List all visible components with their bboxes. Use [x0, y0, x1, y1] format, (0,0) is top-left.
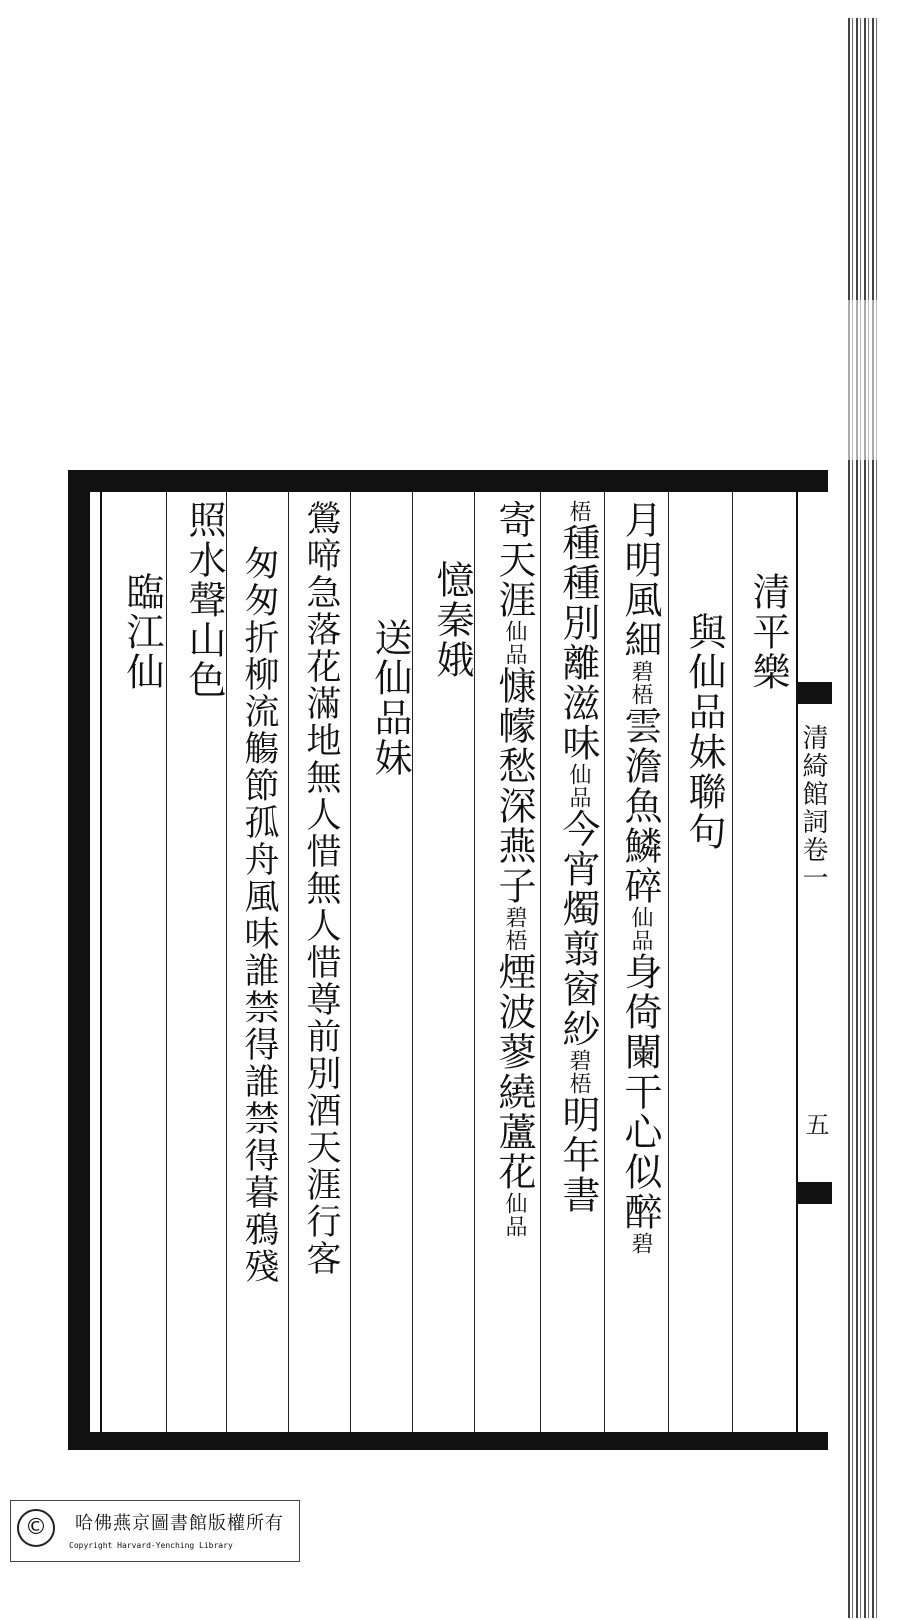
verse-text: 今宵燭翦窗紗	[556, 809, 600, 1049]
speaker-note: 碧梧	[628, 660, 653, 706]
tune-title-yiqine: 憶秦娥	[430, 560, 474, 680]
copyright-stamp	[10, 1500, 300, 1562]
binding-gap	[848, 300, 878, 460]
poem-line: 鶯啼急落花滿地無人惜無人惜尊前別酒天涯行客	[301, 500, 341, 1277]
verse-text: 種種別離滋味	[556, 523, 600, 763]
speaker-note: 仙品	[502, 1192, 527, 1238]
poem-line	[550, 500, 606, 1215]
column-rule	[350, 492, 351, 1432]
leaf-number: 五	[801, 1112, 829, 1136]
tune-title-qingpingle: 清平樂	[746, 572, 790, 692]
speaker-note: 碧	[628, 1232, 653, 1255]
fish-tail-bottom	[798, 1182, 832, 1204]
copyright-english: Copyright Harvard-Yenching Library	[69, 1541, 233, 1550]
copyright-chinese: 哈佛燕京圖書館版權所有	[75, 1513, 284, 1534]
speaker-note: 仙品	[566, 763, 591, 809]
poem-line: 照水聲山色	[182, 500, 226, 700]
poem-line	[486, 500, 542, 1238]
speaker-note: 碧梧	[566, 1049, 591, 1095]
verse-text: 雲澹魚鱗碎	[618, 706, 662, 906]
verse-text: 明年書	[556, 1095, 600, 1215]
poem-line	[612, 500, 668, 1255]
speaker-note: 碧梧	[502, 906, 527, 952]
column-rule	[732, 492, 733, 1432]
verse-text: 月明風細	[618, 500, 662, 660]
verse-text: 寄天涯	[492, 500, 536, 620]
verse-text: 慷幪愁深燕子	[492, 666, 536, 906]
poem-subtitle: 送仙品妹	[368, 618, 412, 778]
speaker-note: 仙品	[502, 620, 527, 666]
block-heart	[796, 492, 832, 1432]
verse-text: 煙波蓼繞蘆花	[492, 952, 536, 1192]
speaker-note: 梧	[566, 500, 591, 523]
book-title: 清綺館詞卷一	[798, 724, 828, 892]
tune-title-linjiangxian: 臨江仙	[120, 572, 164, 692]
column-rule	[668, 492, 669, 1432]
binding-edge	[848, 18, 878, 1618]
fish-tail-top	[798, 682, 832, 704]
verse-text: 身倚闌干心似醉	[618, 952, 662, 1232]
poem-subtitle: 與仙品妹聯句	[682, 612, 726, 852]
speaker-note: 仙品	[628, 906, 653, 952]
poem-line: 匆匆折柳流觴節孤舟風味誰禁得誰禁得暮鴉殘	[239, 545, 279, 1285]
copyright-icon: ©	[17, 1509, 55, 1547]
column-rule	[288, 492, 289, 1432]
